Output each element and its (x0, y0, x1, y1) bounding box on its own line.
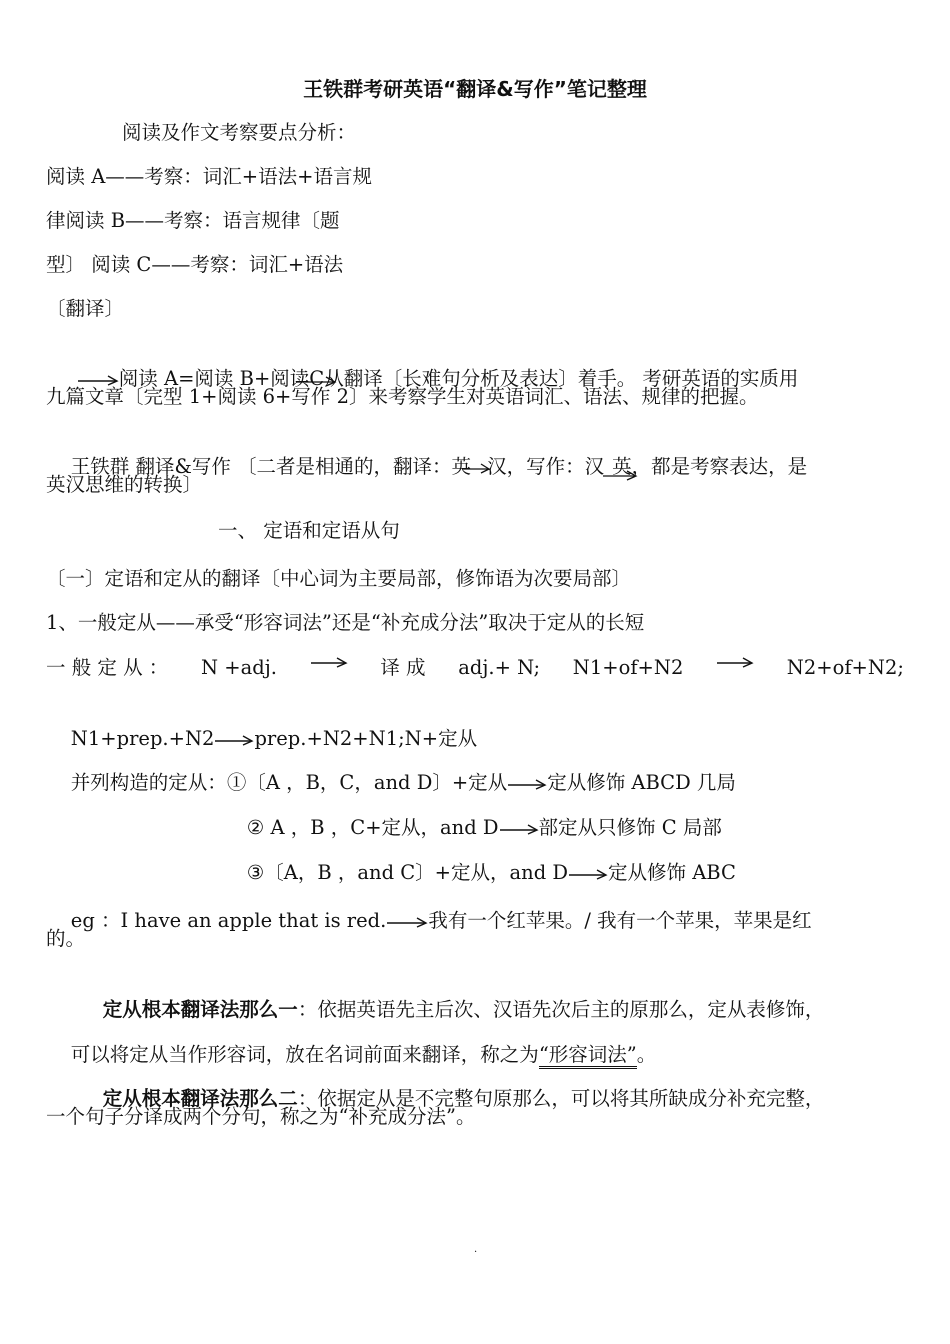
example-zh: 我有一个红苹果。/ 我有一个苹果，苹果是红 (428, 909, 812, 932)
p2-post: ，都是考察表达，是 (631, 455, 808, 478)
arrow-right-icon (568, 867, 608, 881)
parallel-r3b: 定从修饰 ABC (608, 861, 736, 884)
rule-d: adj.+ N; (458, 656, 541, 679)
p2-mid: 汉，写作：汉 (487, 455, 605, 478)
page-title: 王铁群考研英语“翻译&写作”笔记整理 (303, 77, 647, 101)
p2-mid2: 英 (612, 455, 632, 478)
rule-a: 一 般 定 从 ： (46, 656, 169, 679)
method-1-line2c: 。 (636, 1043, 657, 1066)
rule-g: N1+prep.+N2 (70, 727, 215, 750)
parallel-r1a: ①〔A ，B，C，and D〕+定从 (226, 771, 508, 794)
method-2-text: ：依据定从是不完整句原那么，可以将其所缺成分补充完整， (297, 1087, 825, 1110)
p1-c-letter: C (309, 367, 324, 390)
rule-c: 译 成 (380, 656, 426, 679)
arrow-right-icon (716, 655, 754, 669)
arrow-right-icon (602, 469, 638, 483)
rule-b: N +adj. (201, 656, 277, 679)
p1-post: 从翻译〔长难句分析及表达〕着手。 考研英语的实质用 (324, 367, 799, 390)
reading-d-line: 〔翻译〕 (46, 297, 125, 320)
parallel-r3a: ③〔A，B ，and C〕+定从，and D (246, 861, 569, 884)
rule-h: prep.+N2+N1;N+定从 (254, 727, 478, 750)
rule-e: N1+of+N2 (572, 656, 684, 679)
p2-pre: 王铁群 翻译&写作 〔二者是相通的，翻译：英 (70, 455, 472, 478)
reading-c-line: 型〕 阅读 C——考察：词汇+语法 (46, 253, 344, 276)
arrow-right-icon (310, 655, 348, 669)
rule-line-1 (46, 655, 904, 681)
subheading-1: 〔一〕定语和定从的翻译〔中心词为主要局部，修饰语为次要局部〕 (46, 567, 632, 590)
method-1-label: 定从根本翻译法那么一 (102, 998, 298, 1021)
intro-line: 阅读及作文考察要点分析： (122, 121, 357, 144)
method-1-term: “形容词法” (539, 1043, 637, 1069)
footer-dot: . (474, 1244, 478, 1255)
parallel-r2a: ② A ，B ，C+定从，and D (246, 816, 499, 839)
reading-a-line: 阅读 A——考察：词汇+语法+语言规 (46, 165, 372, 188)
parallel-r2b: 部定从只修饰 C 局部 (538, 816, 722, 839)
method-1-text: ：依据英语先主后次、汉语先次后主的原那么，定从表修饰， (297, 998, 825, 1021)
method-2-label: 定从根本翻译法那么二 (102, 1087, 298, 1110)
method-2-line-2: 一个句子分译成两个分句，称之为“补充成分法”。 (46, 1105, 476, 1128)
paragraph-1-line-2: 九篇文章〔完型 1+阅读 6+写作 2〕来考察学生对英语词汇、语法、规律的把握。 (46, 385, 759, 408)
rule-f: N2+of+N2; (786, 656, 904, 679)
p1-pre: 阅读 A=阅读 B+阅读 (118, 367, 310, 390)
parallel-label: 并列构造的定从： (70, 771, 227, 794)
section-heading-1: 一、 定语和定语从句 (218, 519, 400, 542)
paragraph-2-line-2: 英汉思维的转换〕 (46, 473, 203, 496)
item-1: 1、一般定从——承受“形容词法”还是“补充成分法”取决于定从的长短 (46, 611, 645, 634)
example-line-1 (46, 882, 812, 960)
reading-b-line: 律阅读 B——考察：语言规律〔题 (46, 209, 340, 232)
example-line-2: 的。 (46, 927, 86, 950)
method-1-line2a: 可以将定从当作形容词，放在名词前面来翻译，称之为 (70, 1043, 539, 1066)
parallel-r1b: 定从修饰 ABCD 几局 (547, 771, 736, 794)
example-en: eg ：I have an apple that is red. (70, 909, 387, 932)
arrow-right-icon (386, 915, 428, 929)
